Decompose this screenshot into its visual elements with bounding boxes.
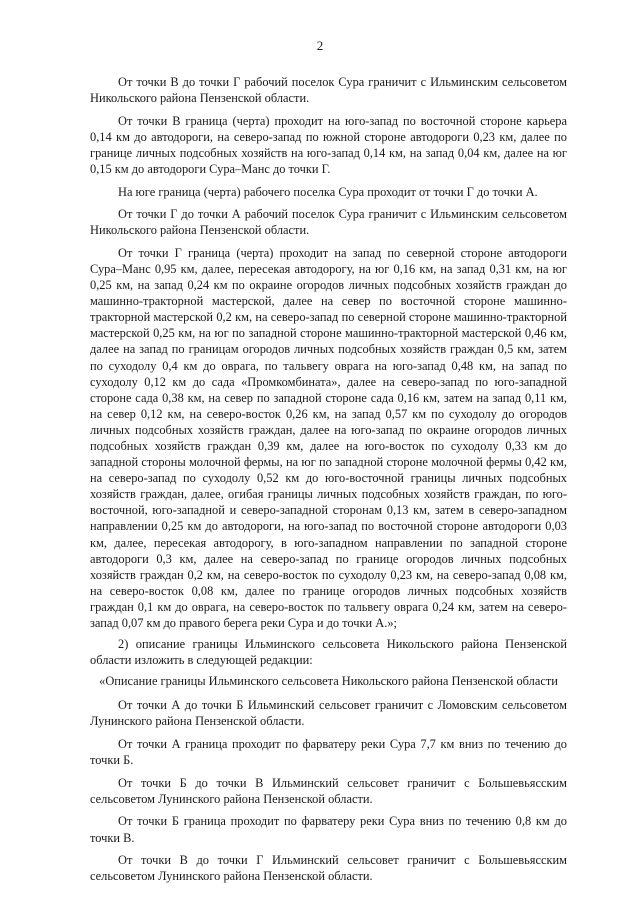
paragraph: От точки А до точки Б Ильминский сельсовет граничит с Ломовским сельсоветом Лунинского района Пензенской области.: [90, 698, 567, 729]
paragraph: От точки Г граница (черта) проходит на запад по северной стороне автодороги Сура–Манс 0,95 км, далее, пересекая автодорогу, на юг 0,16 км, на запад 0,31 км, на юг 0,25 км, на запад 0,24 км по окраине огородов личных подсобных хозяйств граждан до машинно-тракторной мастерской, далее на север по восточной стороне машинно-тракторной мастерской 0,2 км, на северо-запад по северной стороне машинно-тракторной мастерской 0,25 км, на юг по западной стороне машинно-тракторной мастерской 0,46 км, далее на запад по границам огородов личных подсобных хозяйств граждан 0,5 км, затем по суходолу 0,4 км до оврага, по тальвегу оврага на юго-запад 0,48 км, на запад по суходолу 0,12 км до сада «Промкомбината», далее на северо-запад по юго-западной стороне сада 0,38 км, на север по западной стороне сада 0,16 км, затем на запад 0,11 км, на север 0,12 км, на северо-восток 0,26 км, на запад 0,57 км по суходолу до огородов личных подсобных хозяйств граждан, далее на юго-запад по окраине огородов личных подсобных хозяйств граждан 0,39 км, далее на юго-восток по суходолу 0,33 км до западной стороны молочной фермы, на юг по западной стороне молочной фермы 0,42 км, на северо-запад по суходолу 0,52 км до юго-восточной границы личных подсобных хозяйств граждан, далее, огибая границы личных подсобных хозяйств граждан, по юго-восточной, юго-западной и северо-западной сторонам 0,13 км, затем в северо-западном направлении 0,25 км до автодороги, на юго-запад по восточной стороне автодороги 0,03 км, далее, пересекая автодорогу, в юго-западном направлении по западной стороне автодороги 0,3 км, далее на северо-запад по границе огородов личных подсобных хозяйств граждан 0,2 км, на северо-восток по суходолу 0,23 км, на северо-запад 0,08 км, на северо-восток 0,08 км, далее по границе огородов личных подсобных хозяйств граждан 0,1 км до оврага, на северо-восток по тальвегу оврага 0,24 км, затем на северо-запад 0,07 км до правого берега реки Сура и до точки А.»;: [90, 245, 567, 630]
paragraph: От точки В до точки Г рабочий поселок Сура граничит с Ильминским сельсоветом Никольского района Пензенской области.: [90, 75, 567, 106]
paragraph: От точки Б до точки В Ильминский сельсовет граничит с Большевьясским сельсоветом Лунинского района Пензенской области.: [90, 775, 567, 806]
paragraph: От точки Г до точки А рабочий поселок Сура граничит с Ильминским сельсоветом Никольского района Пензенской области.: [90, 207, 567, 238]
paragraph: От точки Б граница проходит по фарватеру реки Сура вниз по течению 0,8 км до точки В.: [90, 814, 567, 845]
page-number: 2: [316, 38, 324, 53]
paragraph: От точки В до точки Г Ильминский сельсовет граничит с Большевьясским сельсоветом Лунинского района Пензенской области.: [90, 853, 567, 884]
paragraph: От точки В граница (черта) проходит на юго-запад по восточной стороне карьера 0,14 км до автодороги, на северо-запад по южной стороне автодороги 0,23 км, далее по границе личных подсобных хозяйств на юго-запад 0,14 км, на запад 0,04 км, далее на юг 0,15 км до автодороги Сура–Манс до точки Г.: [90, 113, 567, 176]
document-body: [90, 74, 567, 891]
section-title: «Описание границы Ильминского сельсовета Никольского района Пензенской области: [99, 674, 558, 689]
paragraph: 2) описание границы Ильминского сельсовета Никольского района Пензенской области изложить в следующей редакции:: [90, 637, 567, 668]
paragraph: На юге граница (черта) рабочего поселка Сура проходит от точки Г до точки А.: [118, 184, 538, 199]
paragraph: От точки А граница проходит по фарватеру реки Сура 7,7 км вниз по течению до точки Б.: [90, 737, 567, 768]
